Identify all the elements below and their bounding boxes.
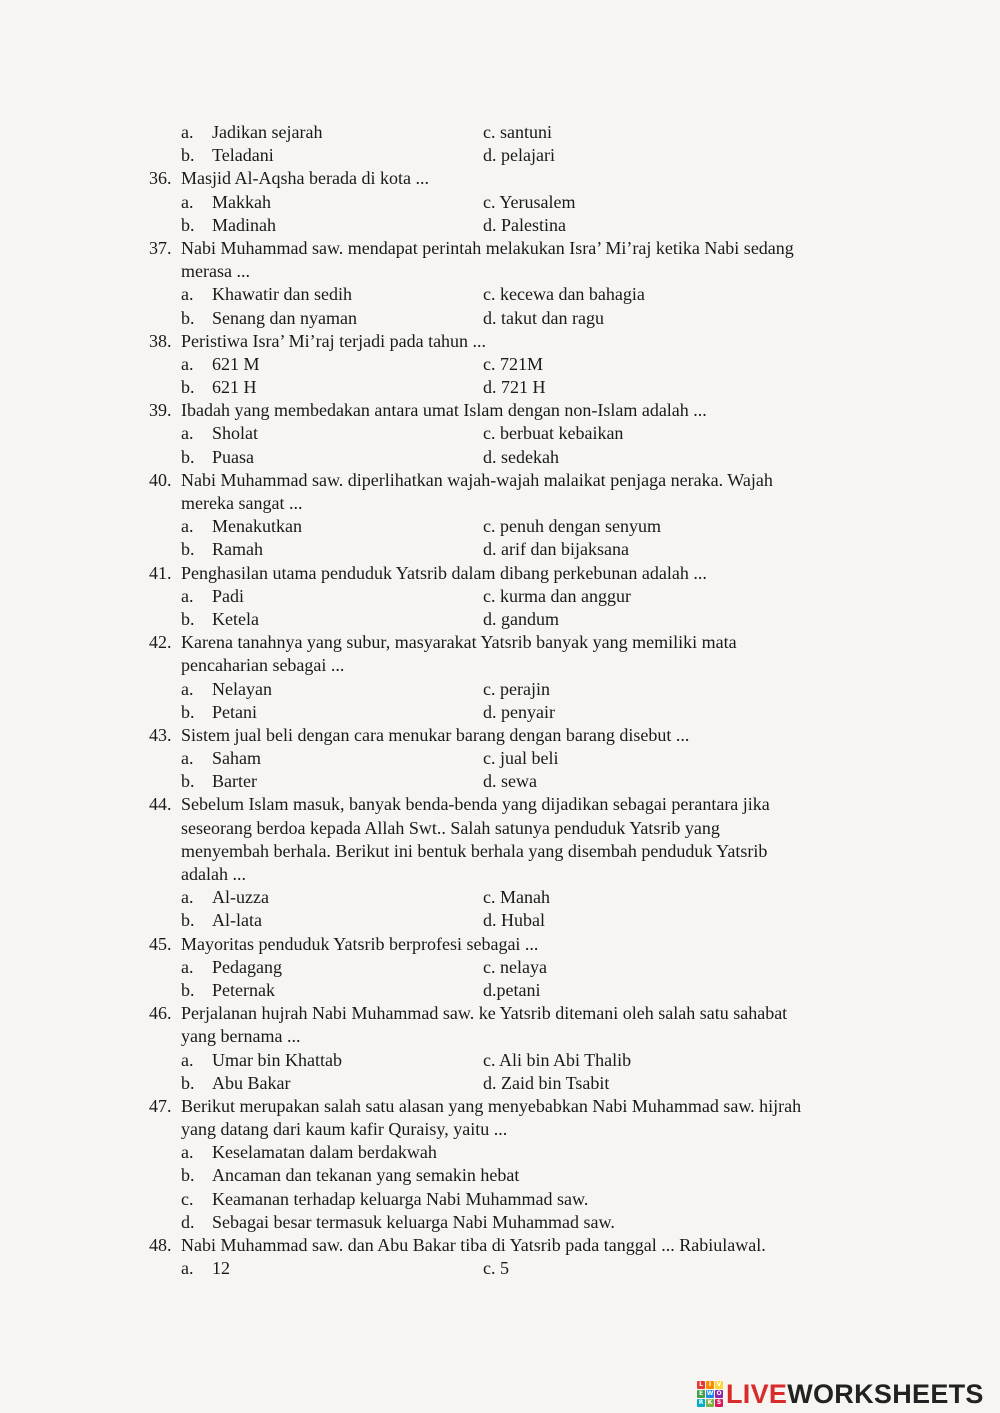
option-text: c. perajin: [483, 678, 550, 699]
question-text: Peristiwa Isra’ Mi’raj terjadi pada tahun ...: [181, 330, 487, 351]
option-text: Pedagang: [212, 956, 282, 977]
option-text: 12: [212, 1258, 230, 1279]
logo-tile: V: [716, 1381, 722, 1388]
option-row: [0, 191, 1000, 214]
option-text: Abu Bakar: [212, 1072, 291, 1093]
option-text: d. Palestina: [483, 214, 566, 235]
option-text: Ramah: [212, 539, 263, 560]
option-text: Ancaman dan tekanan yang semakin hebat: [212, 1165, 520, 1186]
option-letter: b.: [181, 979, 195, 1000]
option-letter: b.: [181, 701, 195, 722]
option-text: Madinah: [212, 214, 276, 235]
option-text: Jadikan sejarah: [212, 122, 323, 142]
option-text: d. arif dan bijaksana: [483, 539, 629, 560]
option-letter: b.: [181, 539, 195, 560]
option-text: d. 721 H: [483, 377, 546, 398]
question-text: Karena tanahnya yang subur, masyarakat Yatsrib banyak yang memiliki mata: [181, 632, 737, 653]
option-row: [0, 376, 1000, 399]
option-row: [0, 701, 1000, 724]
question-text: Penghasilan utama penduduk Yatsrib dalam dibang perkebunan adalah ...: [181, 562, 707, 583]
question-text: Berikut merupakan salah satu alasan yang menyebabkan Nabi Muhammad saw. hijrah: [181, 1095, 802, 1116]
leading-option-row-a: [0, 121, 1000, 144]
option-text: d. gandum: [483, 608, 559, 629]
question-number: 44.: [149, 794, 172, 815]
logo-tile: W: [706, 1390, 714, 1397]
option-letter: b.: [181, 214, 195, 235]
question-list: [0, 167, 1000, 1280]
question-number: 38.: [149, 330, 172, 351]
question-text: mereka sangat ...: [181, 493, 303, 513]
question-number: 47.: [149, 1095, 172, 1116]
question-row: [0, 793, 1000, 816]
option-text: Menakutkan: [212, 516, 302, 537]
option-row: [0, 1049, 1000, 1072]
question-continuation: [0, 817, 1000, 840]
option-text: Padi: [212, 585, 245, 606]
option-text: 621 H: [212, 377, 257, 398]
option-text: c. 721M: [483, 353, 543, 374]
option-letter: b.: [181, 377, 195, 398]
option-text: Nelayan: [212, 678, 272, 699]
logo-tile: E: [698, 1390, 704, 1397]
liveworksheets-logo: [697, 1377, 984, 1411]
option-text: c. 5: [483, 1258, 509, 1279]
option-text: d. pelajari: [483, 145, 555, 166]
option-text: Petani: [212, 701, 257, 722]
question-text: Sebelum Islam masuk, banyak benda-benda yang dijadikan sebagai perantara jika: [181, 794, 770, 815]
question-text: Nabi Muhammad saw. mendapat perintah melakukan Isra’ Mi’raj ketika Nabi sedang: [181, 237, 794, 258]
option-letter: a.: [181, 956, 194, 977]
question-number: 36.: [149, 168, 172, 189]
option-letter: a.: [181, 585, 194, 606]
option-row: [0, 747, 1000, 770]
question-text: Sistem jual beli dengan cara menukar barang dengan barang disebut ...: [181, 724, 690, 745]
logo-tile: L: [697, 1381, 705, 1389]
option-text: d. sewa: [483, 771, 537, 792]
question-text: Perjalanan hujrah Nabi Muhammad saw. ke Yatsrib ditemani oleh salah satu sahabat: [181, 1003, 788, 1024]
option-text: d. Zaid bin Tsabit: [483, 1072, 610, 1093]
option-text: Barter: [212, 771, 257, 792]
option-text: Teladani: [212, 145, 274, 166]
option-letter: b.: [181, 1165, 195, 1186]
question-text: Nabi Muhammad saw. dan Abu Bakar tiba di Yatsrib pada tanggal ... Rabiulawal.: [181, 1235, 766, 1255]
question-number: 48.: [149, 1235, 172, 1255]
option-letter: a.: [181, 516, 194, 537]
question-row: [0, 1234, 1000, 1257]
option-letter: a.: [181, 678, 194, 699]
option-row: [0, 353, 1000, 376]
question-number: 41.: [149, 562, 172, 583]
option-text: Umar bin Khattab: [212, 1049, 342, 1070]
option-row: [0, 446, 1000, 469]
option-letter: a.: [181, 353, 194, 374]
question-continuation: [0, 1025, 1000, 1048]
option-text: Keselamatan dalam berdakwah: [212, 1142, 437, 1163]
option-letter: a.: [181, 1049, 194, 1070]
question-text: yang bernama ...: [181, 1026, 301, 1047]
question-continuation: [0, 260, 1000, 283]
logo-tiles-icon: [697, 1381, 723, 1407]
logo-part-2: WORKSHEETS: [787, 1379, 984, 1409]
question-continuation: [0, 840, 1000, 863]
question-text: menyembah berhala. Berikut ini bentuk berhala yang disembah penduduk Yatsrib: [181, 840, 768, 861]
option-row: [0, 979, 1000, 1002]
option-letter: b.: [181, 771, 195, 792]
question-text: Nabi Muhammad saw. diperlihatkan wajah-wajah malaikat penjaga neraka. Wajah: [181, 469, 773, 490]
option-row: [0, 1072, 1000, 1095]
option-text: d. takut dan ragu: [483, 307, 604, 328]
question-text: seseorang berdoa kepada Allah Swt.. Salah satunya penduduk Yatsrib yang: [181, 817, 720, 838]
question-row: [0, 724, 1000, 747]
question-text: merasa ...: [181, 261, 250, 282]
question-text: yang datang dari kaum kafir Quraisy, yaitu ...: [181, 1119, 508, 1140]
logo-wordmark: [726, 1377, 984, 1411]
option-letter: c.: [181, 1188, 194, 1209]
option-row: [0, 283, 1000, 306]
logo-tile: O: [716, 1390, 722, 1397]
question-row: [0, 562, 1000, 585]
option-row: [0, 1211, 1000, 1234]
option-text: Khawatir dan sedih: [212, 284, 352, 305]
option-letter: a.: [181, 122, 194, 142]
option-text: d. penyair: [483, 701, 555, 722]
question-row: [0, 237, 1000, 260]
option-text: Sebagai besar termasuk keluarga Nabi Muhammad saw.: [212, 1211, 615, 1232]
option-row: [0, 956, 1000, 979]
option-text: c. kecewa dan bahagia: [483, 284, 645, 305]
logo-tile: R: [698, 1399, 704, 1406]
option-letter: b.: [181, 1072, 195, 1093]
option-row: [0, 770, 1000, 793]
option-text: Makkah: [212, 191, 271, 212]
option-letter: b.: [181, 910, 195, 931]
question-text: Ibadah yang membedakan antara umat Islam dengan non-Islam adalah ...: [181, 400, 707, 421]
logo-tile: K: [707, 1399, 713, 1406]
question-row: [0, 933, 1000, 956]
option-letter: a.: [181, 887, 194, 908]
option-row: [0, 515, 1000, 538]
question-text: Mayoritas penduduk Yatsrib berprofesi sebagai ...: [181, 933, 539, 954]
option-row: [0, 585, 1000, 608]
question-continuation: [0, 1118, 1000, 1141]
question-number: 37.: [149, 237, 172, 258]
question-number: 42.: [149, 632, 172, 653]
question-text: pencaharian sebagai ...: [181, 655, 345, 676]
option-text: Al-lata: [212, 910, 262, 931]
question-number: 45.: [149, 933, 172, 954]
question-row: [0, 330, 1000, 353]
question-number: 39.: [149, 400, 172, 421]
worksheet-page: [0, 121, 1000, 1280]
option-text: Al-uzza: [212, 887, 269, 908]
option-text: Sholat: [212, 423, 259, 444]
question-continuation: [0, 863, 1000, 886]
option-text: d. sedekah: [483, 446, 559, 467]
option-row: [0, 1141, 1000, 1164]
option-letter: b.: [181, 608, 195, 629]
option-row: [0, 1188, 1000, 1211]
option-letter: a.: [181, 191, 194, 212]
option-text: Saham: [212, 748, 261, 769]
option-letter: d.: [181, 1211, 195, 1232]
option-row: [0, 608, 1000, 631]
option-text: c. Yerusalem: [483, 191, 576, 212]
question-row: [0, 1002, 1000, 1025]
option-letter: b.: [181, 446, 195, 467]
option-row: [0, 538, 1000, 561]
option-row: [0, 886, 1000, 909]
option-text: Ketela: [212, 608, 259, 629]
question-row: [0, 167, 1000, 190]
logo-part-1: LIVE: [726, 1379, 788, 1409]
option-text: c. Manah: [483, 887, 550, 908]
option-letter: b.: [181, 145, 195, 166]
leading-option-row-b: [0, 144, 1000, 167]
question-continuation: [0, 654, 1000, 677]
logo-tile: I: [706, 1381, 714, 1389]
option-row: [0, 214, 1000, 237]
option-text: Keamanan terhadap keluarga Nabi Muhammad saw.: [212, 1188, 589, 1209]
option-text: Senang dan nyaman: [212, 307, 357, 328]
option-text: 621 M: [212, 353, 260, 374]
question-number: 46.: [149, 1003, 172, 1024]
option-row: [0, 307, 1000, 330]
option-row: [0, 1164, 1000, 1187]
question-number: 40.: [149, 469, 172, 490]
option-row: [0, 678, 1000, 701]
option-text: Peternak: [212, 979, 275, 1000]
logo-tile: S: [716, 1399, 722, 1406]
option-text: c. jual beli: [483, 748, 559, 769]
question-number: 43.: [149, 724, 172, 745]
question-row: [0, 399, 1000, 422]
option-text: c. berbuat kebaikan: [483, 423, 624, 444]
option-letter: a.: [181, 423, 194, 444]
option-text: d. Hubal: [483, 910, 545, 931]
question-row: [0, 1095, 1000, 1118]
question-continuation: [0, 492, 1000, 515]
option-row: [0, 422, 1000, 445]
option-row: [0, 909, 1000, 932]
question-text: adalah ...: [181, 864, 246, 884]
option-text: c. kurma dan anggur: [483, 585, 631, 606]
question-row: [0, 631, 1000, 654]
option-letter: a.: [181, 284, 194, 305]
option-text: c. penuh dengan senyum: [483, 516, 661, 537]
option-text: c. Ali bin Abi Thalib: [483, 1049, 632, 1070]
option-text: c. nelaya: [483, 956, 547, 977]
question-text: Masjid Al-Aqsha berada di kota ...: [181, 168, 429, 189]
option-letter: a.: [181, 1142, 194, 1163]
option-letter: b.: [181, 307, 195, 328]
option-text: Puasa: [212, 446, 254, 467]
option-row: [0, 1257, 1000, 1280]
option-text: d.petani: [483, 979, 541, 1000]
option-letter: a.: [181, 1258, 194, 1279]
question-row: [0, 469, 1000, 492]
option-text: c. santuni: [483, 122, 552, 142]
option-letter: a.: [181, 748, 194, 769]
